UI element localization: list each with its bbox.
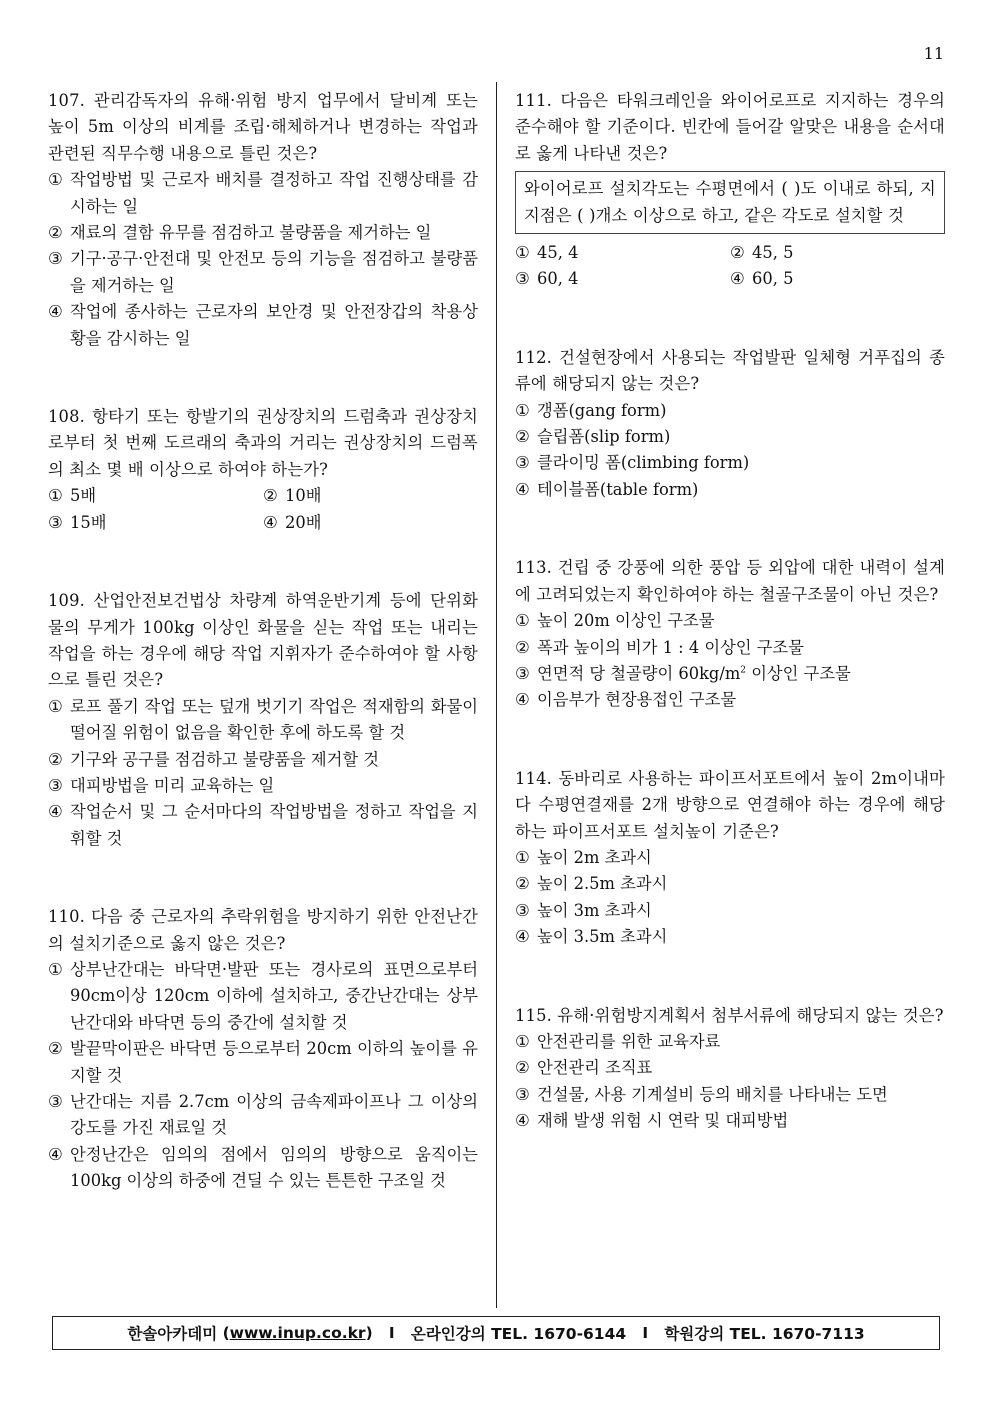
option-2: ② 45, 5 xyxy=(730,243,794,263)
option-3: ③ 60, 4 xyxy=(515,269,579,289)
option-4: ④ 작업에 종사하는 근로자의 보안경 및 안전장갑의 착용상황을 감시하는 일 xyxy=(48,302,478,348)
option-3: ③ 기구·공구·안전대 및 안전모 등의 기능을 점검하고 불량품을 제거하는 일 xyxy=(48,249,478,295)
right-column xyxy=(515,88,945,1135)
question-stem: 113. 건립 중 강풍에 의한 풍압 등 외압에 대한 내력이 설계에 고려되었는지 확인하여야 하는 철골구조물이 아닌 것은? xyxy=(515,558,945,604)
question-stem: 114. 동바리로 사용하는 파이프서포트에서 높이 2m이내마다 수평연결재를 2개 방향으로 연결해야 하는 경우에 해당하는 파이프서포트 설치높이 기준은? xyxy=(515,768,945,841)
option-2: ② 재료의 결함 유무를 점검하고 불량품을 제거하는 일 xyxy=(48,223,432,243)
option-1: ① 상부난간대는 바닥면·발판 또는 경사로의 표면으로부터 90cm이상 120cm 이하에 설치하고, 중간난간대는 상부난간대와 바닥면 등의 중간에 설치할 것 xyxy=(48,959,478,1032)
option-1: ① 작업방법 및 근로자 배치를 결정하고 작업 진행상태를 감시하는 일 xyxy=(48,170,478,216)
option-3: ③ 15배 xyxy=(48,512,107,532)
option-4: ④ 60, 5 xyxy=(730,269,794,289)
option-2: ② 안전관리 조직표 xyxy=(515,1058,653,1078)
question-111 xyxy=(515,88,945,293)
question-107 xyxy=(48,88,478,352)
option-1: ① 45, 4 xyxy=(515,243,579,263)
question-113 xyxy=(515,555,945,713)
footer-separator: I xyxy=(388,1324,395,1342)
question-stem: 109. 산업안전보건법상 차량계 하역운반기계 등에 단위화물의 무게가 100kg 이상인 화물을 싣는 작업 또는 내리는 작업을 하는 경우에 해당 작업 지휘자가 준수하여야 할 사항으로 틀린 것은? xyxy=(48,591,478,690)
option-3: ③ 클라이밍 폼(climbing form) xyxy=(515,453,750,473)
option-2: ② 폭과 높이의 비가 1 : 4 이상인 구조물 xyxy=(515,637,804,657)
option-2: ② 발끝막이판은 바닥면 등으로부터 20cm 이하의 높이를 유지할 것 xyxy=(48,1039,478,1085)
option-4: ④ 20배 xyxy=(263,512,322,532)
option-3: ③ 대피방법을 미리 교육하는 일 xyxy=(48,775,275,795)
option-1: ① 5배 xyxy=(48,486,97,506)
question-108 xyxy=(48,404,478,536)
question-stem: 108. 항타기 또는 항발기의 권상장치의 드럼축과 권상장치로부터 첫 번째 도르래의 축과의 거리는 권상장치의 드럼폭의 최소 몇 배 이상으로 하여야 하는가? xyxy=(48,407,478,479)
footer-banner: 한솔아카데미 ( www.inup.co.kr ) I 온라인강의 TEL. 1670-6144 I 학원강의 TEL. 1670-7113 xyxy=(52,1316,940,1350)
option-4: ④ 작업순서 및 그 순서마다의 작업방법을 정하고 작업을 지휘할 것 xyxy=(48,802,478,848)
column-divider xyxy=(496,82,497,1308)
option-3: ③ 연면적 당 철골량이 $60kg/m^2$ 이상인 구조물 xyxy=(515,663,851,683)
left-column xyxy=(48,88,478,1195)
academy-name: 한솔아카데미 xyxy=(127,1325,218,1343)
option-3: ③ 높이 3m 초과시 xyxy=(515,900,652,920)
question-stem: 115. 유해·위험방지계획서 첨부서류에 해당되지 않는 것은? xyxy=(515,1005,944,1025)
option-4: ④ 이음부가 현장용접인 구조물 xyxy=(515,690,737,710)
question-stem: 107. 관리감독자의 유해·위험 방지 업무에서 달비계 또는 높이 5m 이상의 비계를 조립·해체하거나 변경하는 작업과 관련된 직무수행 내용으로 틀린 것은? xyxy=(48,91,478,163)
question-stem: 112. 건설현장에서 사용되는 작업발판 일체형 거푸집의 종류에 해당되지 않는 것은? xyxy=(515,347,945,394)
option-4: ④ 테이블폼(table form) xyxy=(515,479,699,499)
option-1: ① 안전관리를 위한 교육자료 xyxy=(515,1031,721,1051)
offline-lecture-tel: 학원강의 TEL. 1670-7113 xyxy=(664,1325,865,1343)
option-4: ④ 안정난간은 임의의 점에서 임의의 방향으로 움직이는 100kg 이상의 하중에 견딜 수 있는 튼튼한 구조일 것 xyxy=(48,1144,478,1191)
option-1: ① 높이 2m 초과시 xyxy=(515,847,652,867)
question-115 xyxy=(515,1003,945,1135)
option-3: ③ 건설물, 사용 기계설비 등의 배치를 나타내는 도면 xyxy=(515,1084,888,1104)
option-4: ④ 재해 발생 위험 시 연락 및 대피방법 xyxy=(515,1111,789,1131)
option-1: ① 높이 20m 이상인 구조물 xyxy=(515,611,715,631)
option-2: ② 슬립폼(slip form) xyxy=(515,427,671,447)
option-2: ② 높이 2.5m 초과시 xyxy=(515,874,668,894)
question-114 xyxy=(515,766,945,951)
option-2: ② 10배 xyxy=(263,486,322,506)
question-110 xyxy=(48,904,478,1194)
superscript-2: 2 xyxy=(740,665,747,676)
question-stem: 110. 다음 중 근로자의 추락위험을 방지하기 위한 안전난간의 설치기준으로 옳지 않은 것은? xyxy=(48,907,478,953)
option-4: ④ 높이 3.5m 초과시 xyxy=(515,927,668,947)
page-number: 11 xyxy=(923,44,944,63)
website-link[interactable]: www.inup.co.kr xyxy=(229,1324,366,1342)
question-stem: 111. 다음은 타워크레인을 와이어로프로 지지하는 경우의 준수해야 할 기준이다. 빈칸에 들어갈 알맞은 내용을 순서대로 옳게 나타낸 것은? xyxy=(515,91,945,163)
condition-box: 와이어로프 설치각도는 수평면에서 ( )도 이내로 하되, 지지점은 ( )개소 이상으로 하고, 같은 각도로 설치할 것 xyxy=(515,171,945,234)
online-lecture-tel: 온라인강의 TEL. 1670-6144 xyxy=(410,1325,627,1343)
question-109 xyxy=(48,588,478,852)
option-3: ③ 난간대는 지름 2.7cm 이상의 금속제파이프나 그 이상의 강도를 가진 재료일 것 xyxy=(48,1092,478,1138)
question-112 xyxy=(515,345,945,503)
footer-separator: I xyxy=(642,1324,649,1342)
option-1: ① 로프 풀기 작업 또는 덮개 벗기기 작업은 적재함의 화물이 떨어질 위험이 없음을 확인한 후에 하도록 할 것 xyxy=(48,696,478,743)
option-2: ② 기구와 공구를 점검하고 불량품을 제거할 것 xyxy=(48,749,379,769)
option-1: ① 갱폼(gang form) xyxy=(515,400,667,420)
